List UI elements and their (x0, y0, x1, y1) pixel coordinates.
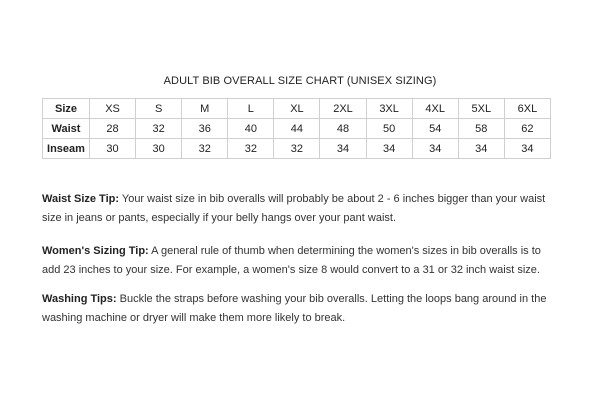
table-cell: 2XL (320, 99, 366, 119)
size-chart-table (42, 98, 551, 159)
table-cell: 44 (274, 119, 320, 139)
table-cell: 32 (182, 139, 228, 159)
table-cell: 48 (320, 119, 366, 139)
table-cell: XS (90, 99, 136, 119)
table-row (43, 139, 551, 159)
table-cell: 34 (504, 139, 550, 159)
waist-size-tip (42, 190, 562, 227)
table-cell: 50 (366, 119, 412, 139)
table-cell: 30 (90, 139, 136, 159)
table-cell: 4XL (412, 99, 458, 119)
table-cell: XL (274, 99, 320, 119)
table-cell: 32 (274, 139, 320, 159)
table-row (43, 119, 551, 139)
waist-size-tip-text: Your waist size in bib overalls will probably be about 2 - 6 inches bigger than your waist size in jeans or pants, especially if your belly hangs over your pant waist. (42, 193, 546, 224)
womens-sizing-tip (42, 242, 562, 279)
table-cell: 28 (90, 119, 136, 139)
table-cell: 34 (412, 139, 458, 159)
table-cell: 58 (458, 119, 504, 139)
table-cell: 32 (228, 139, 274, 159)
row-header: Inseam (43, 139, 90, 159)
size-chart-body (43, 99, 551, 159)
table-cell: 34 (320, 139, 366, 159)
chart-title: ADULT BIB OVERALL SIZE CHART (UNISEX SIZING) (163, 75, 437, 87)
waist-size-tip-heading: Waist Size Tip: (42, 193, 120, 205)
table-row (43, 99, 551, 119)
table-cell: L (228, 99, 274, 119)
table-cell: 3XL (366, 99, 412, 119)
table-cell: 34 (458, 139, 504, 159)
table-cell: 30 (136, 139, 182, 159)
washing-tips-text: Buckle the straps before washing your bib overalls. Letting the loops bang around in the washing machine or dryer will make them more likely to break. (42, 293, 547, 324)
row-header: Waist (43, 119, 90, 139)
table-cell: 32 (136, 119, 182, 139)
table-cell: 40 (228, 119, 274, 139)
table-cell: S (136, 99, 182, 119)
table-cell: 62 (504, 119, 550, 139)
womens-sizing-tip-text: A general rule of thumb when determining the women's sizes in bib overalls is to add 23 inches to your size. For example, a women's size 8 would convert to a 31 or 32 inch waist size. (42, 245, 541, 276)
womens-sizing-tip-heading: Women's Sizing Tip: (42, 245, 149, 257)
table-cell: 54 (412, 119, 458, 139)
washing-tips-heading: Washing Tips: (42, 293, 117, 305)
washing-tips (42, 290, 562, 327)
table-cell: 36 (182, 119, 228, 139)
table-cell: M (182, 99, 228, 119)
row-header: Size (43, 99, 90, 119)
table-cell: 6XL (504, 99, 550, 119)
table-cell: 5XL (458, 99, 504, 119)
table-cell: 34 (366, 139, 412, 159)
